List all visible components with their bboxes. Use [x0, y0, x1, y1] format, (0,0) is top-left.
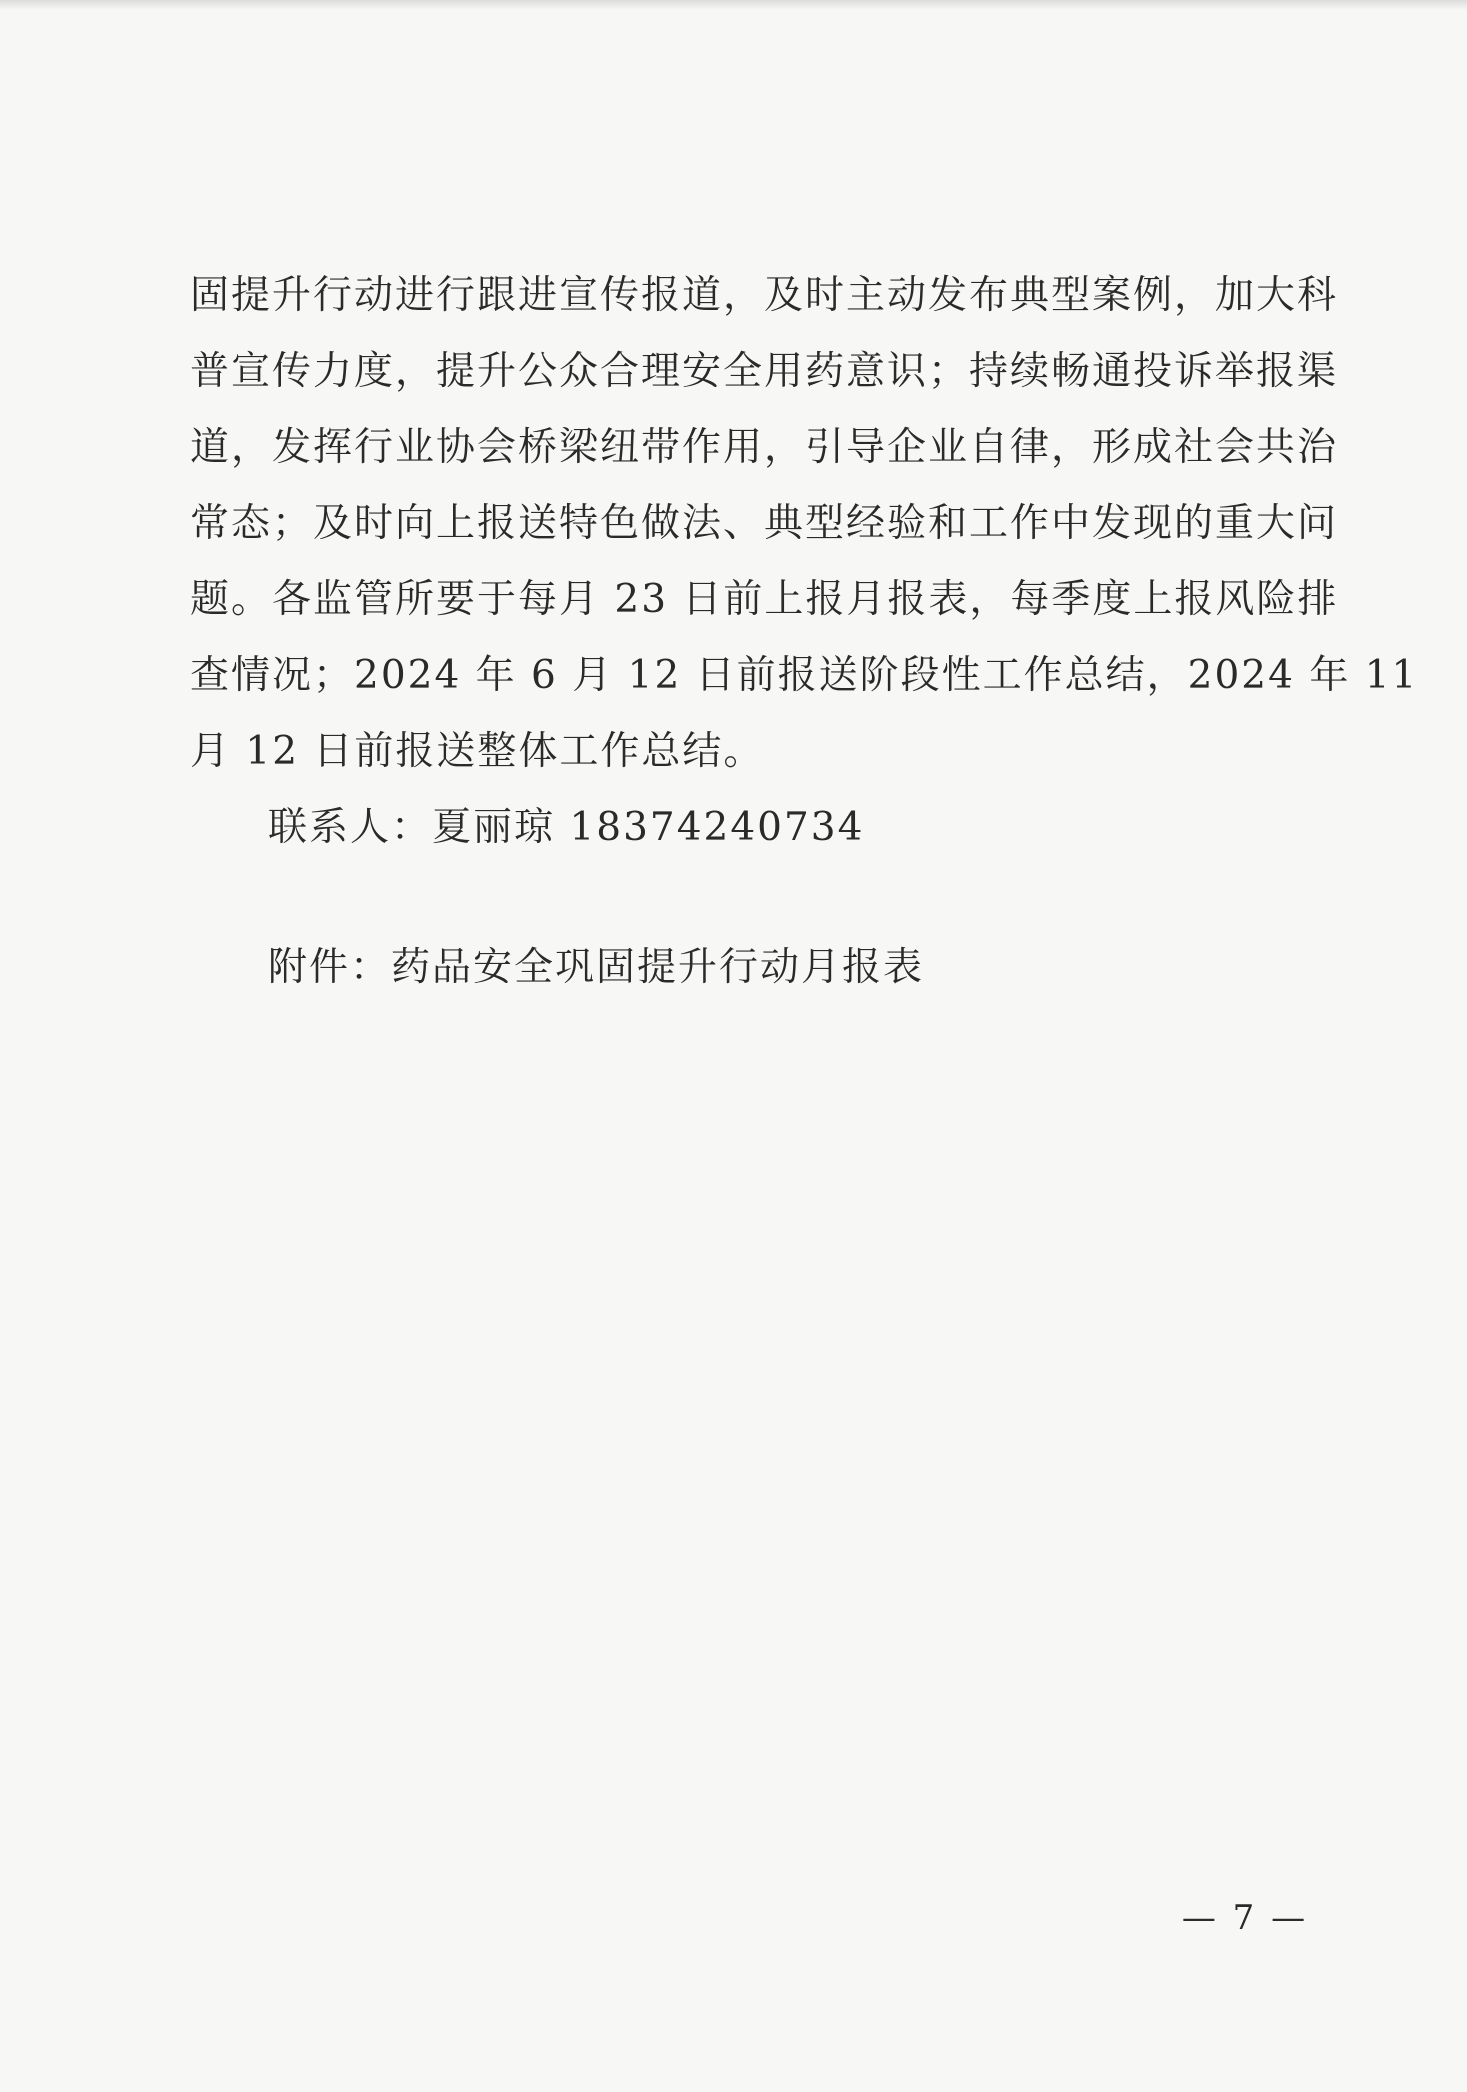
body-line: 道，发挥行业协会桥梁纽带作用，引导企业自律，形成社会共治 — [190, 425, 1339, 470]
contact-phone: 18374240734 — [569, 805, 865, 850]
contact-line — [190, 790, 1290, 866]
scan-edge — [0, 0, 1467, 10]
page-number: — 7 — — [1181, 1898, 1309, 1938]
document-body — [190, 258, 1419, 1006]
body-line: 固提升行动进行跟进宣传报道，及时主动发布典型案例，加大科 — [190, 273, 1339, 318]
contact-label: 联系人： — [268, 805, 433, 850]
body-line: 查情况；2024 年 6 月 12 日前报送阶段性工作总结，2024 年 11 — [190, 653, 1419, 698]
attachment-line — [190, 930, 1290, 1006]
body-line: 常态；及时向上报送特色做法、典型经验和工作中发现的重大问 — [190, 501, 1339, 546]
body-line: 月 12 日前报送整体工作总结。 — [190, 729, 765, 774]
contact-name: 夏丽琼 — [432, 805, 556, 850]
attachment-label: 附件： — [268, 945, 392, 990]
paragraph-gap — [190, 866, 1290, 930]
body-line: 普宣传力度，提升公众合理安全用药意识；持续畅通投诉举报渠 — [190, 349, 1339, 394]
attachment-title: 药品安全巩固提升行动月报表 — [391, 945, 925, 990]
body-line: 题。各监管所要于每月 23 日前上报月报表，每季度上报风险排 — [190, 577, 1339, 622]
